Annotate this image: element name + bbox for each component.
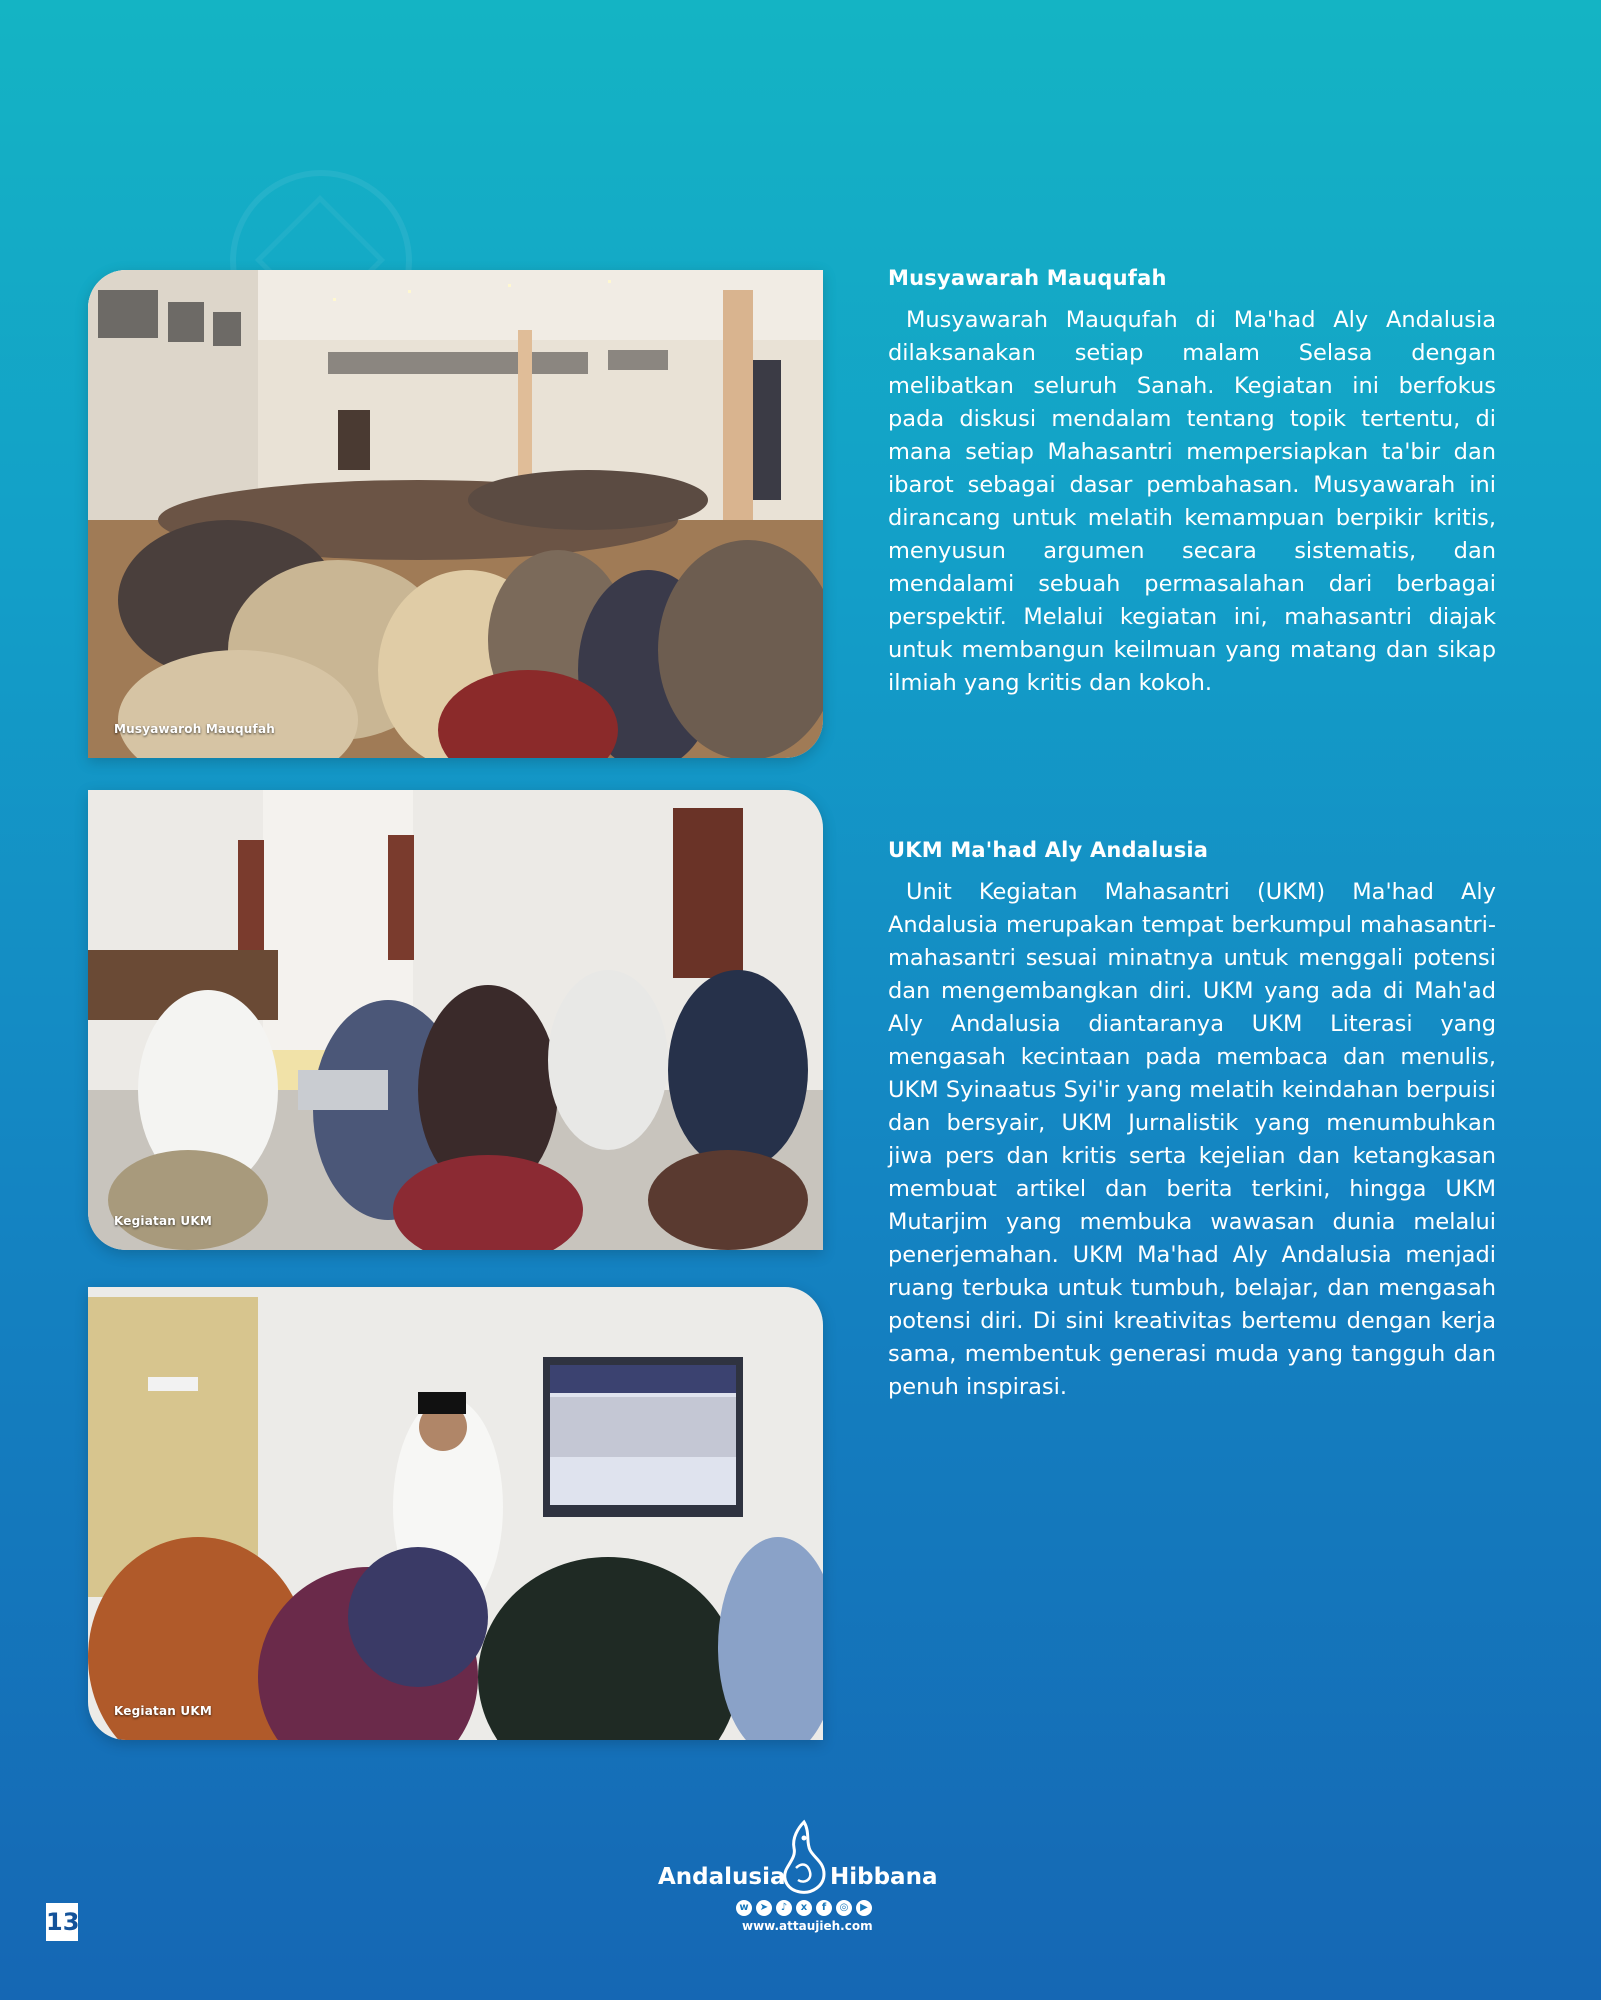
photo-musyawarah-image	[88, 270, 823, 758]
photo-kegiatan-ukm-image	[88, 790, 823, 1250]
photo-kegiatan-ukm-presentation-image	[88, 1287, 823, 1740]
tiktok-icon[interactable]: ♪	[776, 1900, 792, 1916]
photo-caption: Musyawaroh Mauqufah	[114, 722, 275, 736]
facebook-icon[interactable]: f	[816, 1900, 832, 1916]
website-link[interactable]: www.attaujieh.com	[742, 1919, 873, 1933]
photo-kegiatan-ukm-2	[88, 1287, 823, 1740]
section-body: Unit Kegiatan Mahasantri (UKM) Ma'had Aly Andalusia merupakan tempat berkumpul mahasantri-mahasantri sesuai minatnya untuk menggali potensi dan mengembangkan diri. UKM yang ada di Mah'ad Aly Andalusia diantaranya UKM Literasi yang mengasah kecintaan pada membaca dan menulis, UKM Syinaatus Syi'ir yang melatih keindahan berpuisi dan bersyair, UKM Jurnalistik yang menumbuhkan jiwa pers dan kritis serta kejelian dan ketangkasan membuat artikel dan berita terkini, hingga UKM Mutarjim yang membuka wawasan dunia melalui penerjemahan. UKM Ma'had Aly Andalusia menjadi ruang terbuka untuk tumbuh, belajar, dan mengasah potensi diri. Di sini kreativitas bertemu dengan kerja sama, membentuk generasi muda yang tangguh dan penuh inspirasi.	[888, 879, 1496, 1400]
telegram-icon[interactable]: ➤	[756, 1900, 772, 1916]
photo-kegiatan-ukm-1	[88, 790, 823, 1250]
photo-caption: Kegiatan UKM	[114, 1704, 212, 1718]
footer-logo	[650, 1818, 950, 1938]
social-icons-row	[736, 1900, 872, 1916]
instagram-icon[interactable]: ◎	[836, 1900, 852, 1916]
section-ukm-mahad-aly	[888, 838, 1496, 1404]
section-body: Musyawarah Mauqufah di Ma'had Aly Andalusia dilaksanakan setiap malam Selasa dengan melibatkan seluruh Sanah. Kegiatan ini berfokus pada diskusi mendalam tentang topik tertentu, di mana setiap Mahasantri mempersiapkan ta'bir dan ibarot sebagai dasar pembahasan. Musyawarah ini dirancang untuk melatih kemampuan berpikir kritis, menyusun argumen secara sistematis, dan mendalami sebuah permasalahan dari berbagai perspektif. Melalui kegiatan ini, mahasantri diajak untuk membangun keilmuan yang matang dan sikap ilmiah yang kritis dan kokoh.	[888, 307, 1496, 696]
whatsapp-icon[interactable]: w	[736, 1900, 752, 1916]
section-musyawarah-mauqufah	[888, 266, 1496, 700]
section-title: UKM Ma'had Aly Andalusia	[888, 838, 1209, 862]
photo-caption: Kegiatan UKM	[114, 1214, 212, 1228]
section-title: Musyawarah Mauqufah	[888, 266, 1167, 290]
brand-right-text: Hibbana	[830, 1864, 938, 1890]
photo-musyawarah-mauqufah	[88, 270, 823, 758]
brand-left-text: Andalusia	[658, 1864, 786, 1890]
youtube-icon[interactable]: ▶	[856, 1900, 872, 1916]
calligraphy-emblem-icon	[778, 1818, 830, 1896]
page-number: 13	[46, 1903, 78, 1941]
x-icon[interactable]: x	[796, 1900, 812, 1916]
